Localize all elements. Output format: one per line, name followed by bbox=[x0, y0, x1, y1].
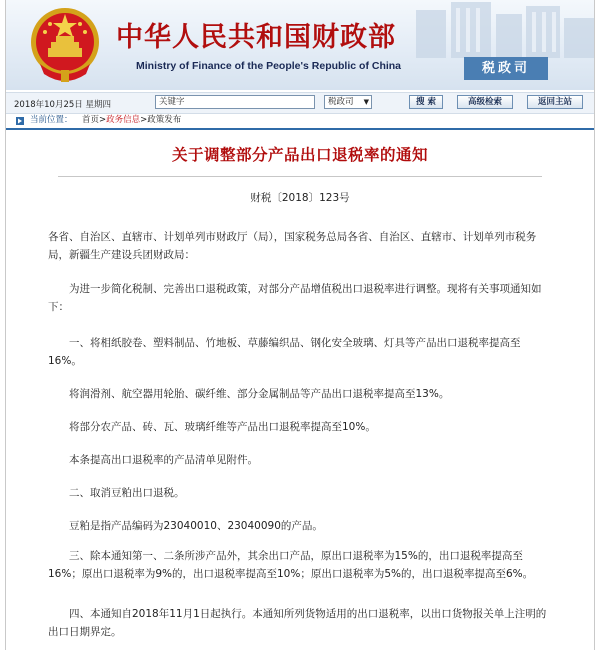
document-paragraph: 一、将相纸胶卷、塑料制品、竹地板、草藤编织品、钢化安全玻璃、灯具等产品出口退税率提高至16%。 bbox=[48, 337, 521, 367]
search-bar bbox=[6, 92, 594, 114]
keyword-search-input[interactable]: 关键字 bbox=[155, 95, 315, 109]
title-divider bbox=[58, 176, 542, 177]
document-paragraph: 本条提高出口退税率的产品清单见附件。 bbox=[69, 454, 258, 466]
document-number: 财税〔2018〕123号 bbox=[250, 192, 350, 204]
breadcrumb-section-link[interactable]: 政务信息 bbox=[106, 115, 141, 125]
chevron-down-icon: ▼ bbox=[363, 98, 369, 106]
current-date: 2018年10月25日 星期四 bbox=[14, 100, 111, 110]
return-main-site-button[interactable]: 返回主站 bbox=[527, 95, 583, 109]
page-frame bbox=[5, 0, 595, 650]
document-paragraph: 三、除本通知第一、二条所涉产品外，其余出口产品，原出口退税率为15%的，出口退税率提高至16%；原出口退税率为9%的，出口退税率提高至10%；原出口退税率为5%的，出口退税率提高至6%。 bbox=[48, 550, 534, 580]
breadcrumb-separator: > bbox=[140, 115, 148, 125]
breadcrumb-sub-link[interactable]: 政策发布 bbox=[147, 115, 182, 125]
breadcrumb bbox=[6, 113, 594, 128]
breadcrumb-home-link[interactable]: 首页 bbox=[82, 115, 100, 125]
department-badge: 税政司 bbox=[464, 57, 548, 80]
document-paragraph: 二、取消豆粕出口退税。 bbox=[69, 487, 185, 499]
document-paragraph: 四、本通知自2018年11月1日起执行。本通知所列货物适用的出口退税率，以出口货物报关单上注明的出口日期界定。 bbox=[48, 608, 547, 638]
breadcrumb-path bbox=[82, 113, 181, 128]
national-emblem-icon bbox=[28, 4, 102, 86]
breadcrumb-label: 当前位置： bbox=[30, 115, 73, 125]
document-title: 关于调整部分产品出口退税率的通知 bbox=[171, 145, 428, 164]
site-header bbox=[6, 0, 594, 90]
advanced-search-button[interactable]: 高级检索 bbox=[457, 95, 513, 109]
search-scope-select[interactable] bbox=[324, 95, 372, 109]
search-scope-value: 税政司 bbox=[328, 97, 354, 107]
document-paragraph: 将润滑剂、航空器用轮胎、碳纤维、部分金属制品等产品出口退税率提高至13%。 bbox=[69, 388, 450, 400]
document-paragraph: 为进一步简化税制、完善出口退税政策，对部分产品增值税出口退税率进行调整。现将有关事项通知如下： bbox=[48, 283, 542, 313]
breadcrumb-separator: > bbox=[99, 115, 107, 125]
site-title-en: Ministry of Finance of the People's Republic of China bbox=[136, 60, 402, 72]
site-title-cn: 中华人民共和国财政部 bbox=[116, 22, 396, 53]
building-illustration-icon bbox=[376, 0, 594, 58]
document-paragraph: 将部分农产品、砖、瓦、玻璃纤维等产品出口退税率提高至10%。 bbox=[69, 421, 376, 433]
document-paragraph: 各省、自治区、直辖市、计划单列市财政厅（局），国家税务总局各省、自治区、直辖市、计划单列市税务局，新疆生产建设兵团财政局： bbox=[48, 231, 537, 261]
location-arrow-icon bbox=[16, 117, 24, 125]
document-paragraph: 豆粕是指产品编码为23040010、23040090的产品。 bbox=[69, 520, 323, 532]
header-divider bbox=[6, 128, 594, 130]
search-button[interactable]: 搜 索 bbox=[409, 95, 443, 109]
